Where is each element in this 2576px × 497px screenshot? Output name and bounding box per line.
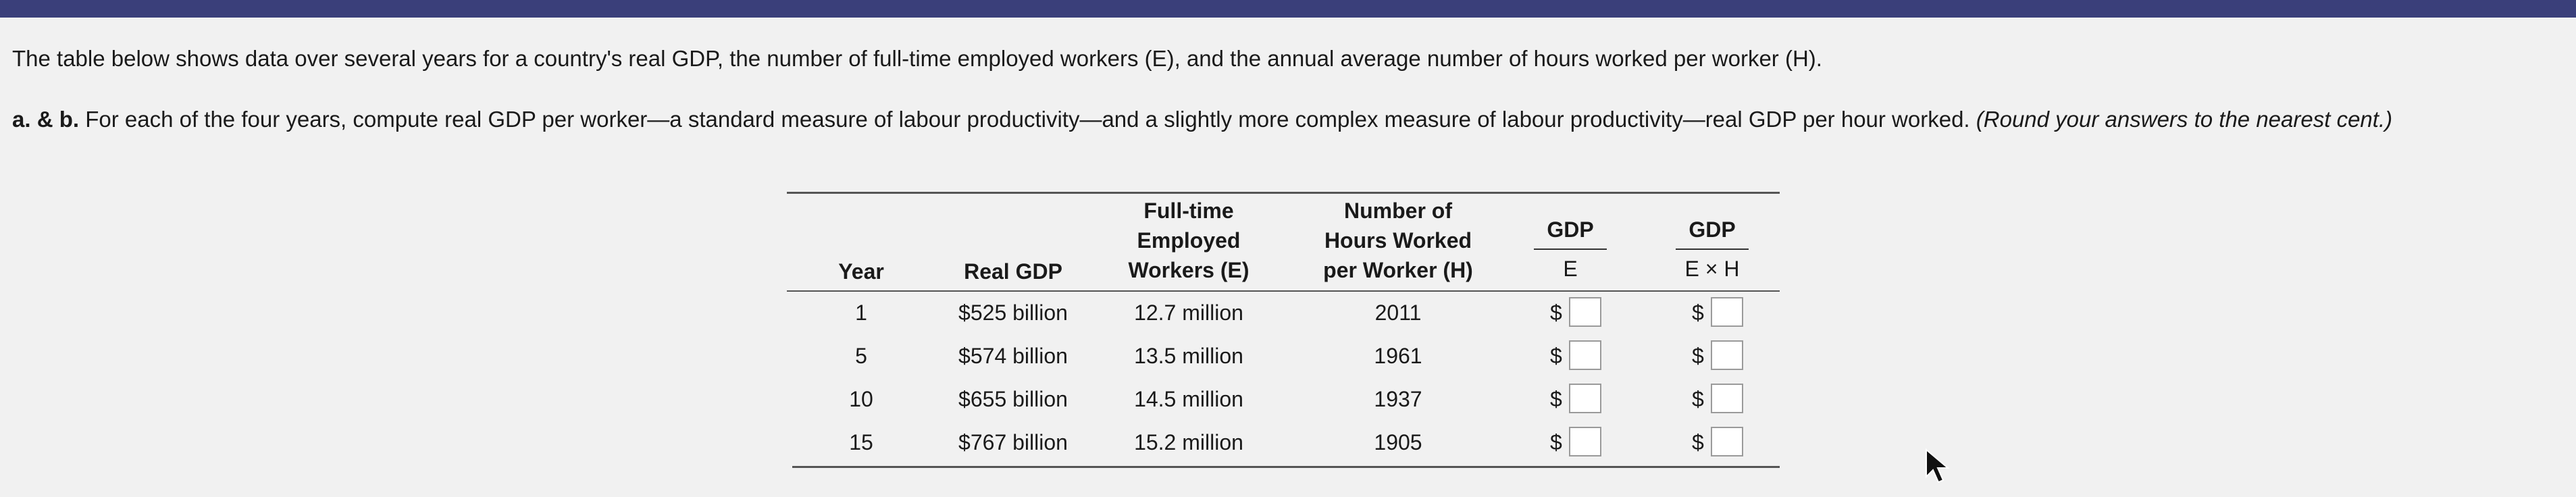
- currency-symbol: $: [1550, 344, 1562, 368]
- question-part: [12, 105, 2552, 134]
- cell-employed: 12.7 million: [1134, 300, 1243, 325]
- answer-gdp-per-worker: [1550, 425, 1604, 459]
- answer-gdp-per-hour: [1692, 339, 1746, 373]
- cell-year: 5: [855, 344, 867, 368]
- gdp-per-hour-input[interactable]: [1711, 384, 1743, 413]
- header-employed-line2: Employed: [1137, 228, 1241, 253]
- currency-symbol: $: [1692, 430, 1704, 454]
- table-row: [787, 421, 1780, 463]
- rounding-note: (Round your answers to the nearest cent.): [1976, 107, 2393, 132]
- cell-real-gdp: $574 billion: [958, 344, 1068, 368]
- gdp-per-worker-input[interactable]: [1569, 384, 1601, 413]
- gdp-per-hour-input[interactable]: [1711, 340, 1743, 370]
- header-gdp-per-worker: [1523, 215, 1618, 284]
- gdp-per-worker-input[interactable]: [1569, 427, 1601, 456]
- currency-symbol: $: [1692, 344, 1704, 368]
- currency-symbol: $: [1550, 300, 1562, 325]
- fraction-denominator: E: [1563, 257, 1578, 281]
- header-gdp-per-hour: [1665, 215, 1759, 284]
- answer-gdp-per-worker: [1550, 339, 1604, 373]
- cell-hours: 2011: [1374, 300, 1422, 325]
- cell-hours: 1961: [1374, 344, 1422, 368]
- header-hours: [1293, 196, 1503, 285]
- table-row: [787, 292, 1780, 334]
- gdp-per-hour-input[interactable]: [1711, 427, 1743, 456]
- fraction-denominator: E × H: [1684, 257, 1740, 281]
- cell-employed: 14.5 million: [1134, 387, 1243, 411]
- fraction-bar: [1676, 248, 1749, 250]
- cell-employed: 15.2 million: [1134, 430, 1243, 454]
- header-real-gdp: Real GDP: [964, 259, 1062, 284]
- fraction-numerator: GDP: [1547, 217, 1594, 242]
- answer-gdp-per-hour: [1692, 296, 1746, 330]
- part-label: a. & b.: [12, 107, 80, 132]
- cell-hours: 1905: [1374, 430, 1422, 454]
- answer-gdp-per-hour: [1692, 382, 1746, 416]
- header-hours-line1: Number of: [1344, 199, 1452, 223]
- fraction-bar: [1534, 248, 1607, 250]
- answer-gdp-per-worker: [1550, 296, 1604, 330]
- table-bottom-rule: [792, 466, 1780, 468]
- header-employed: [1104, 196, 1273, 285]
- cell-real-gdp: $767 billion: [958, 430, 1068, 454]
- top-bar: [0, 0, 2576, 18]
- question-intro: The table below shows data over several years for a country's real GDP, the number of full-time employed workers (E), and the annual average number of hours worked per worker (H).: [12, 46, 1822, 71]
- currency-symbol: $: [1550, 387, 1562, 411]
- currency-symbol: $: [1692, 387, 1704, 411]
- gdp-per-worker-input[interactable]: [1569, 297, 1601, 327]
- header-employed-line3: Workers (E): [1128, 258, 1250, 282]
- part-text: For each of the four years, compute real GDP per worker—a standard measure of labour productivity—and a slightly more complex measure of labour productivity—real GDP per hour worked.: [85, 107, 1970, 132]
- answer-gdp-per-hour: [1692, 425, 1746, 459]
- cell-employed: 13.5 million: [1134, 344, 1243, 368]
- cell-real-gdp: $525 billion: [958, 300, 1068, 325]
- header-employed-line1: Full-time: [1143, 199, 1234, 223]
- table-row: [787, 378, 1780, 420]
- mouse-pointer-icon: [1924, 447, 1953, 485]
- cell-year: 1: [855, 300, 867, 325]
- fraction-numerator: GDP: [1689, 217, 1736, 242]
- cell-real-gdp: $655 billion: [958, 387, 1068, 411]
- table-top-rule: [787, 192, 1780, 194]
- productivity-table: [787, 189, 1780, 473]
- header-hours-line2: Hours Worked: [1324, 228, 1472, 253]
- gdp-per-hour-input[interactable]: [1711, 297, 1743, 327]
- cell-year: 15: [849, 430, 873, 454]
- cell-year: 10: [849, 387, 873, 411]
- gdp-per-worker-input[interactable]: [1569, 340, 1601, 370]
- table-row: [787, 335, 1780, 377]
- answer-gdp-per-worker: [1550, 382, 1604, 416]
- header-hours-line3: per Worker (H): [1323, 258, 1473, 282]
- header-year: Year: [838, 259, 884, 284]
- currency-symbol: $: [1692, 300, 1704, 325]
- cell-hours: 1937: [1374, 387, 1422, 411]
- currency-symbol: $: [1550, 430, 1562, 454]
